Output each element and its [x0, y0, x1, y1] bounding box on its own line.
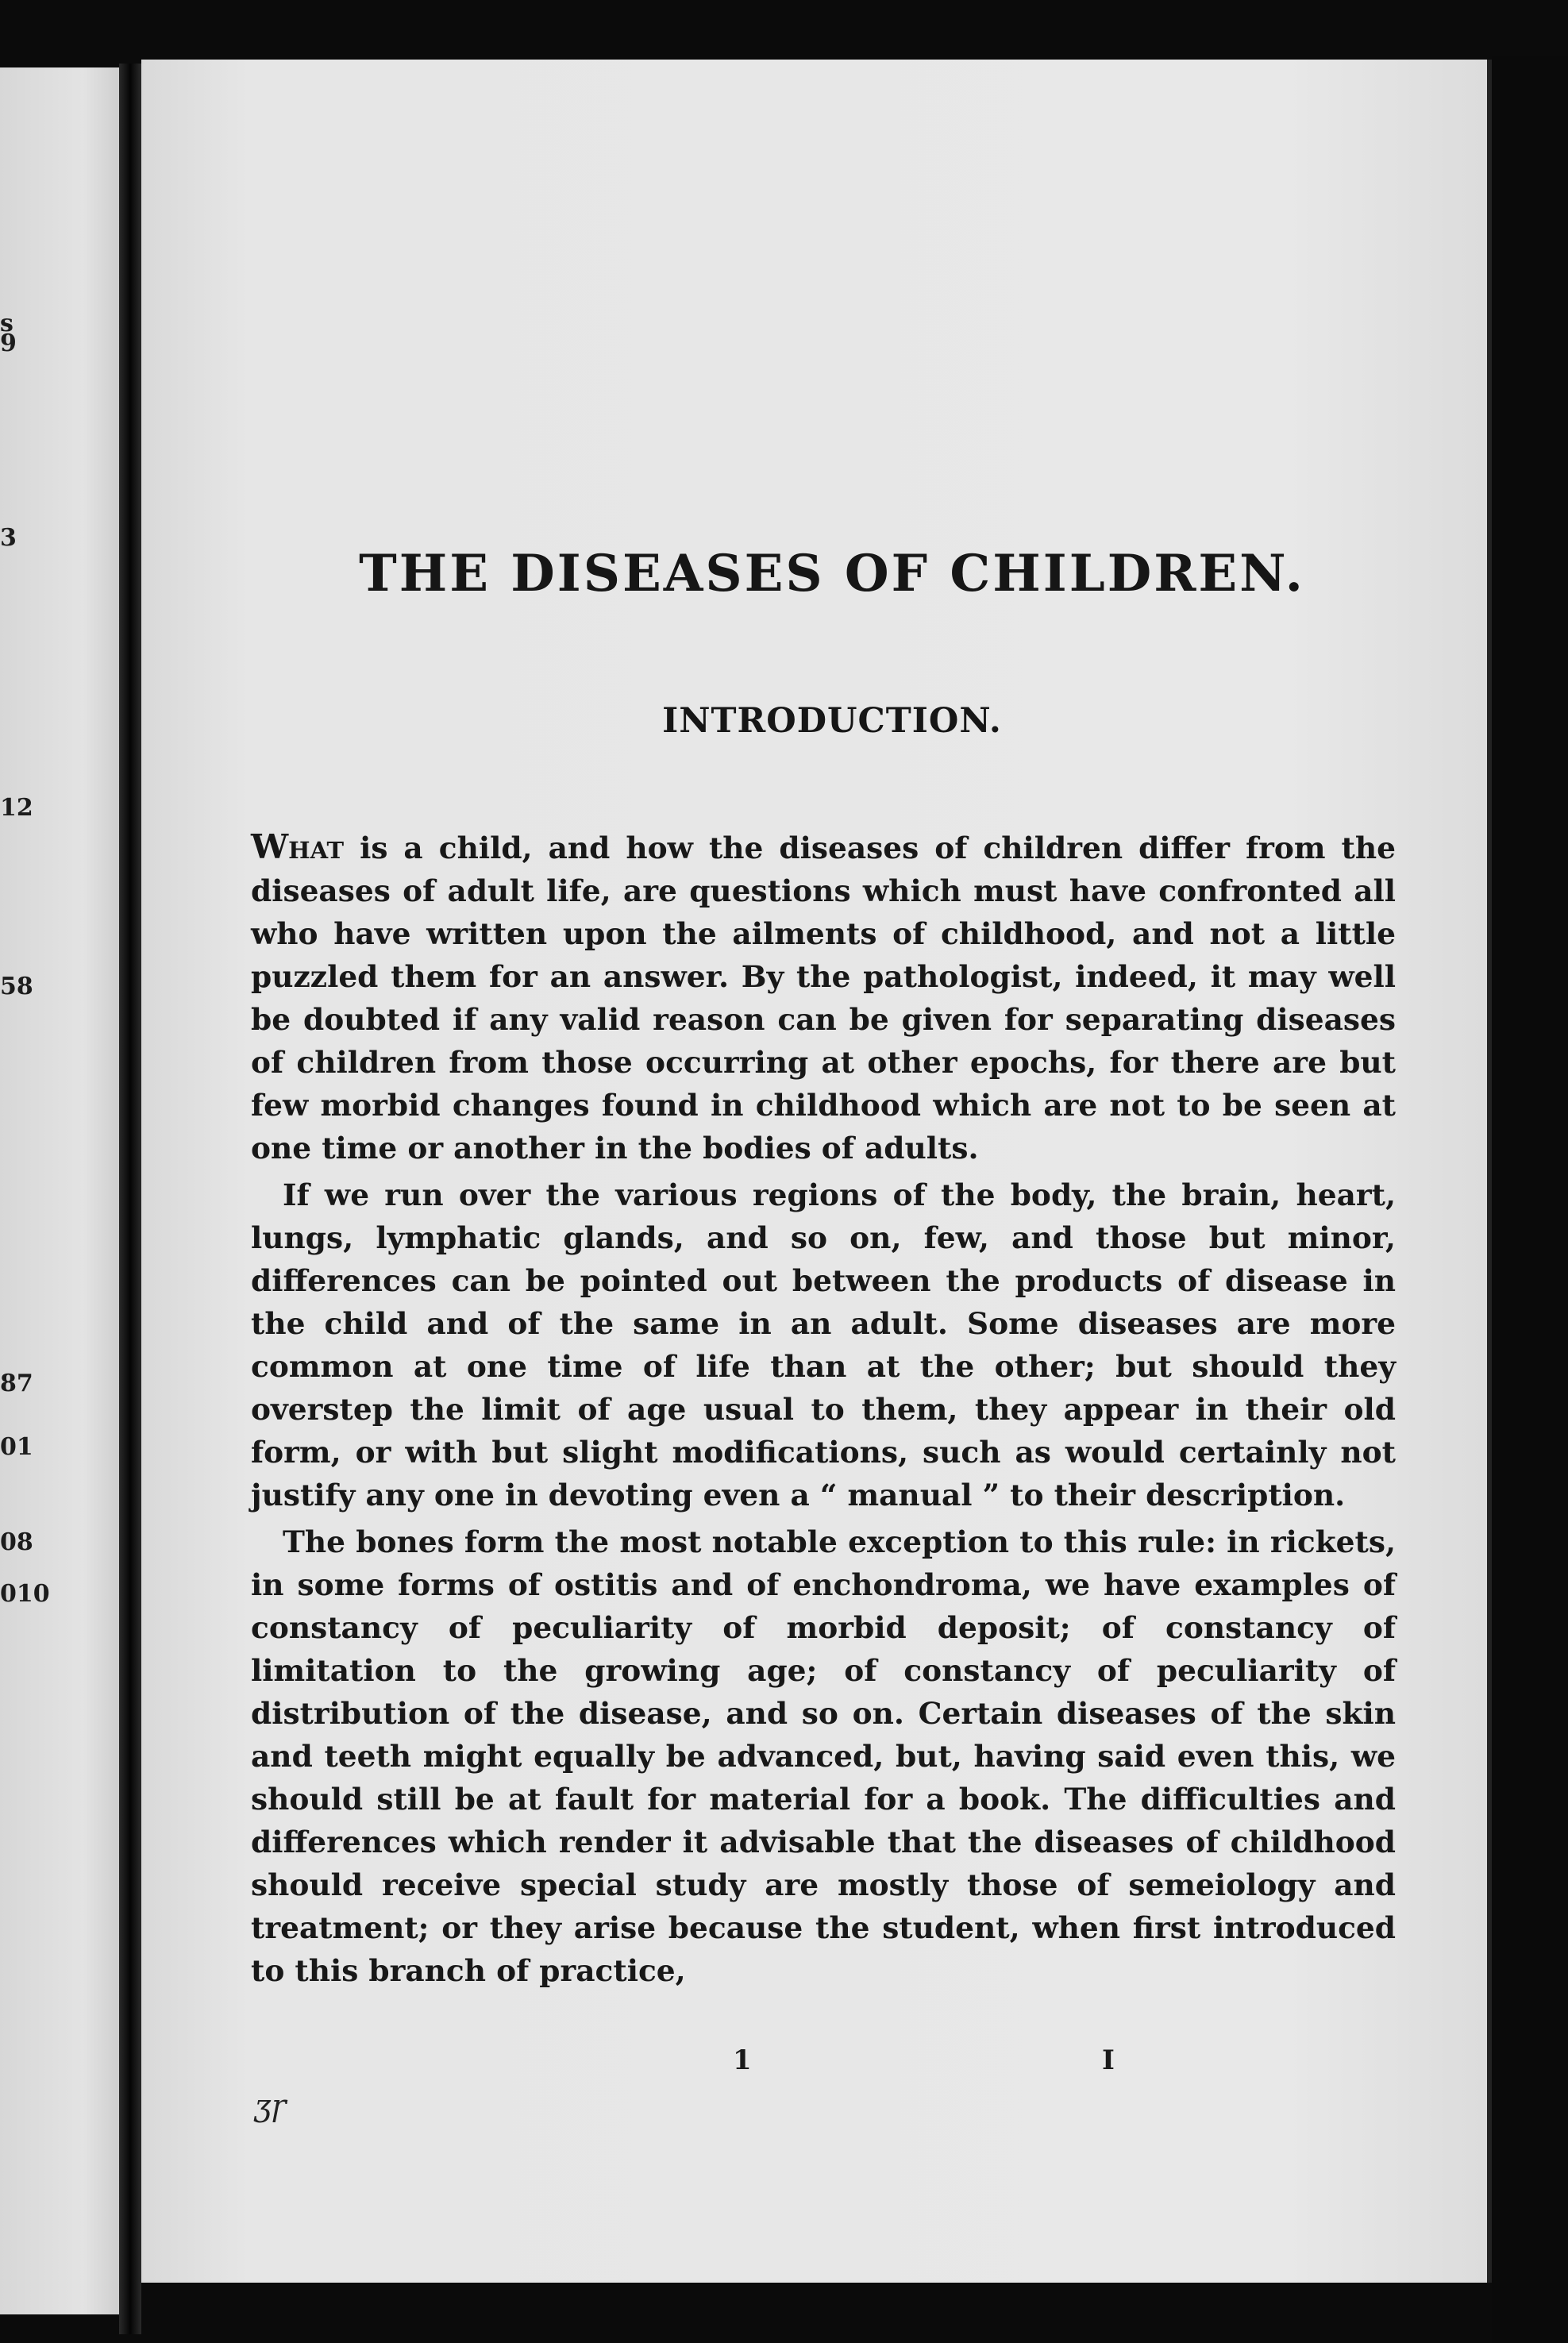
- handwritten-mark: ʒɼ: [254, 2088, 286, 2123]
- facing-page-number: s: [0, 310, 13, 337]
- facing-page-number: 08: [0, 1528, 33, 1556]
- facing-page-number: 01: [0, 1433, 33, 1461]
- paragraph: [251, 1520, 1396, 1992]
- facing-page-number: 9: [0, 329, 17, 357]
- paragraph: [251, 1173, 1396, 1516]
- facing-page-number: 3: [0, 524, 17, 552]
- paragraph-lead-word: What: [251, 827, 345, 866]
- book-page: [141, 60, 1492, 2283]
- book-gutter: [119, 64, 141, 2334]
- paragraph: [251, 826, 1396, 1170]
- page-number: 1: [733, 2044, 752, 2076]
- facing-page-number: 87: [0, 1370, 33, 1397]
- facing-page-number: 12: [0, 794, 33, 822]
- facing-page: [0, 67, 119, 2314]
- body-text: [251, 826, 1396, 1996]
- paragraph-text: is a child, and how the diseases of children differ from the diseases of adult life, are questions which must have confronted all who have written upon the ailments of childhood, and not a little puzzled them for an answer. By the pathologist, indeed, it may well be doubted if any valid reason can be given for separating diseases of children from those occurring at other epochs, for there are but few morbid changes found in childhood which are not to be seen at one time or another in the bodies of adults.: [251, 830, 1396, 1166]
- page-title: THE DISEASES OF CHILDREN.: [359, 544, 1305, 603]
- facing-page-number: 58: [0, 973, 33, 1000]
- paragraph-text: If we run over the various regions of the body, the brain, heart, lungs, lymphatic glands, and so on, few, and those but minor, differences can be pointed out between the products of disease in the child and of the same in an adult. Some diseases are more common at one time of life than at the other; but should they overstep the limit of age usual to them, they appear in their old form, or with but slight modifications, such as would certainly not justify any one in devoting even a “ manual ” to their description.: [251, 1177, 1396, 1513]
- signature-mark: I: [1102, 2044, 1115, 2076]
- scan-border: [1492, 56, 1568, 2343]
- section-heading: INTRODUCTION.: [662, 701, 1002, 741]
- paragraph-text: The bones form the most notable exception to this rule: in rickets, in some forms of ostitis and of enchondroma, we have examples of constancy of peculiarity of morbid deposit; of constancy of limitation to the growing age; of constancy of peculiarity of distribution of the disease, and so on. Certain diseases of the skin and teeth might equally be advanced, but, having said even this, we should still be at fault for material for a book. The difficulties and differences which render it advisable that the diseases of childhood should receive special study are mostly those of semeiology and treatment; or they arise because the student, when first introduced to this branch of practice,: [251, 1524, 1396, 1988]
- facing-page-number: 010: [0, 1580, 50, 1608]
